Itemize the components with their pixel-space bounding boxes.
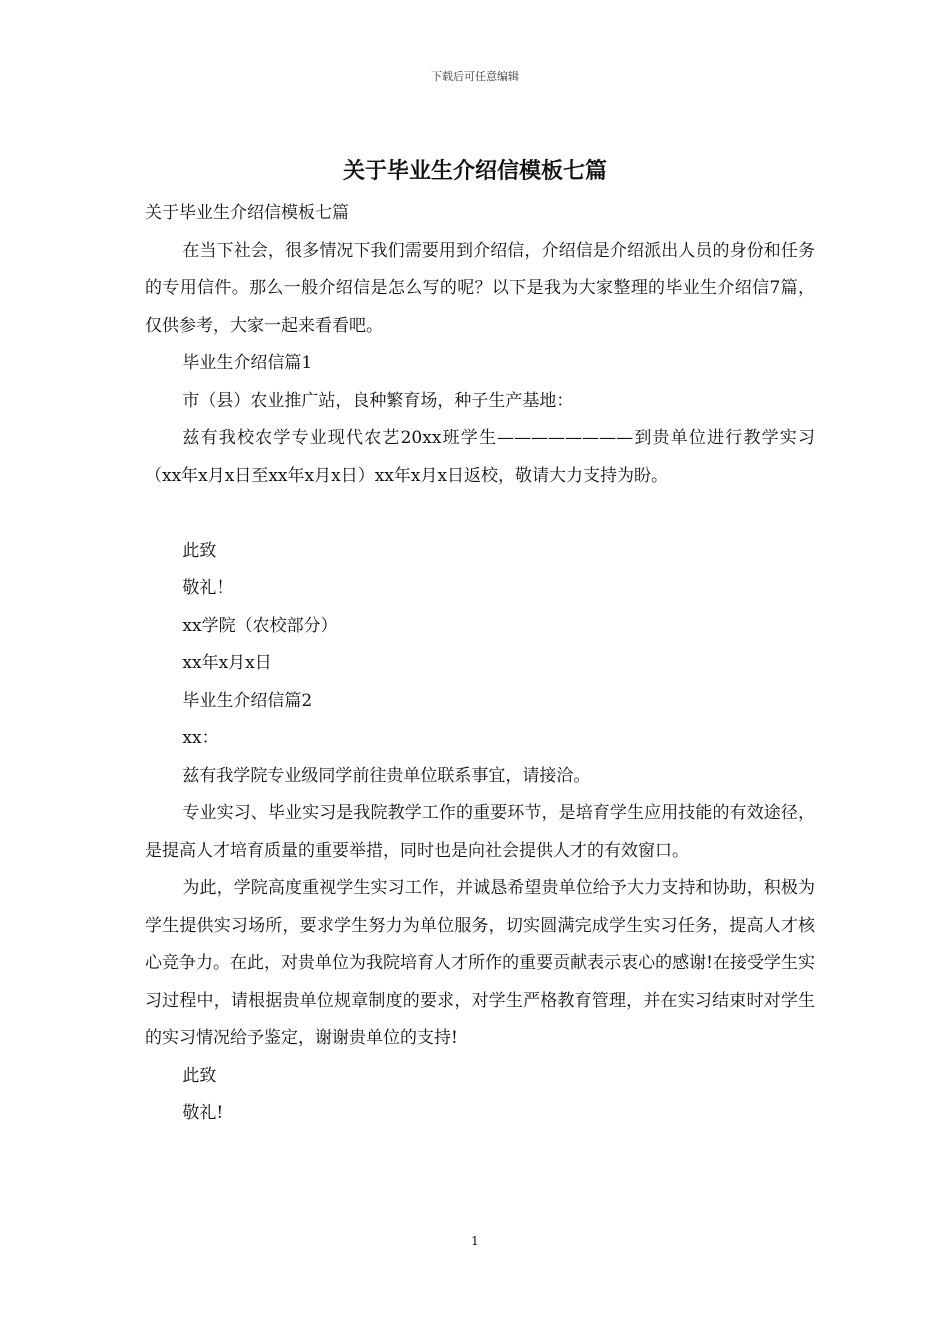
closing-line: 此致	[182, 1065, 217, 1086]
letter-body-paragraph: 兹有我校农学专业现代农艺20xx班学生————————到贵单位进行教学实习（xx年x月x日至xx年x月x日）xx年x月x日返校，敬请大力支持为盼。	[145, 428, 815, 486]
page-number: 1	[471, 1234, 479, 1248]
intro-paragraph: 在当下社会，很多情况下我们需要用到介绍信，介绍信是介绍派出人员的身份和任务的专用信件。那么一般介绍信是怎么写的呢？以下是我为大家整理的毕业生介绍信7篇，仅供参考，大家一起来看看吧。	[145, 240, 815, 336]
recipient-line: xx：	[182, 728, 219, 748]
blank-line	[145, 495, 815, 533]
letter-body-paragraph: 为此，学院高度重视学生实习工作，并诚恳希望贵单位给予大力支持和协助，积极为学生提供实习场所，要求学生努力为单位服务，切实圆满完成学生实习任务，提高人才核心竞争力。在此，对贵单位为我院培育人才所作的重要贡献表示衷心的感谢!在接受学生实习过程中，请根据贵单位规章制度的要求，对学生严格教育管理，并在实习结束时对学生的实习情况给予鉴定，谢谢贵单位的支持!	[145, 878, 815, 1048]
date-line: xx年x月x日	[182, 653, 272, 673]
letter-body-paragraph: 专业实习、毕业实习是我院教学工作的重要环节，是培育学生应用技能的有效途径，是提高人才培育质量的重要举措，同时也是向社会提供人才的有效窗口。	[145, 803, 815, 861]
document-body	[145, 195, 815, 1133]
recipient-line: 市（县）农业推广站，良种繁育场，种子生产基地：	[182, 390, 574, 411]
header-note: 下载后可任意编辑	[431, 70, 519, 83]
salutation-line: 敬礼!	[182, 1103, 224, 1123]
subtitle-paragraph: 关于毕业生介绍信模板七篇	[145, 203, 349, 223]
letter-body-paragraph: 兹有我学院专业级同学前往贵单位联系事宜，请接洽。	[182, 765, 591, 786]
section-heading-1: 毕业生介绍信篇1	[182, 353, 313, 373]
closing-line: 此致	[182, 540, 217, 561]
signature-line: xx学院（农校部分）	[182, 615, 338, 636]
document-title: 关于毕业生介绍信模板七篇	[342, 158, 607, 184]
section-heading-2: 毕业生介绍信篇2	[182, 690, 313, 711]
salutation-line: 敬礼！	[182, 578, 234, 598]
